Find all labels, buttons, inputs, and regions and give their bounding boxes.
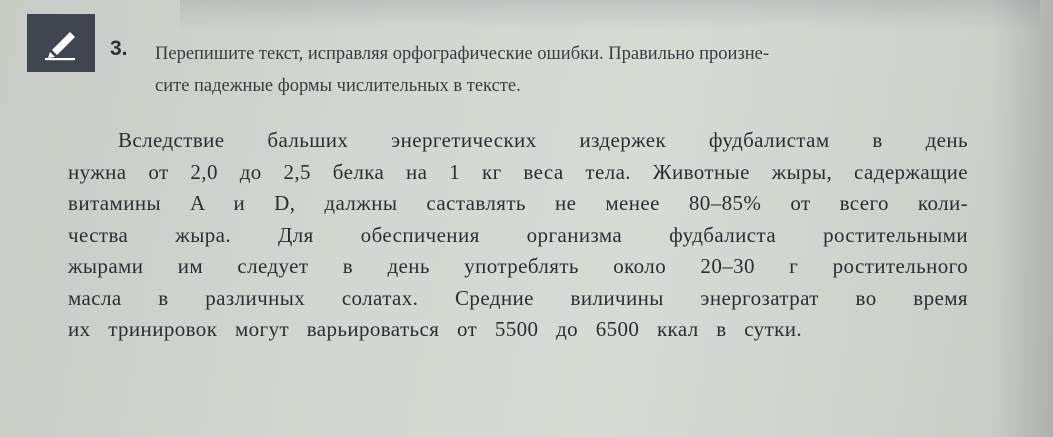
- pencil-glyph: [39, 23, 83, 63]
- text-line: Вследствие бальших энергетических издержек фудбалистам в день: [118, 128, 968, 152]
- reverse-page-bleed: [180, 0, 1040, 30]
- task-number: 3.: [110, 37, 128, 60]
- exercise-text: [68, 125, 968, 346]
- pencil-icon: [27, 14, 95, 72]
- text-line: витамины A и D, далжны саставлять не менее 80–85% от всего коли-: [68, 191, 968, 215]
- text-line: масла в различных солатах. Средние виличины энергозатрат во время: [68, 285, 968, 310]
- task-instruction: [155, 38, 985, 102]
- text-line: жырами им следует в день употреблять около 20–30 г ростительного: [68, 254, 968, 278]
- instruction-line: Перепишите текст, исправляя орфографические ошибки. Правильно произне-: [155, 44, 770, 64]
- instruction-line: сите падежные формы числительных в тексте.: [155, 76, 521, 96]
- text-line: нужна от 2,0 до 2,5 белка на 1 кг веса тела. Животные жыры, садержащие: [68, 159, 968, 184]
- page-shadow: [993, 0, 1053, 437]
- text-line: чества жыра. Для обеспичения организма фудбалиста ростительными: [68, 222, 968, 247]
- text-line: их тринировок могут варьироваться от 5500 до 6500 ккал в сутки.: [68, 317, 803, 341]
